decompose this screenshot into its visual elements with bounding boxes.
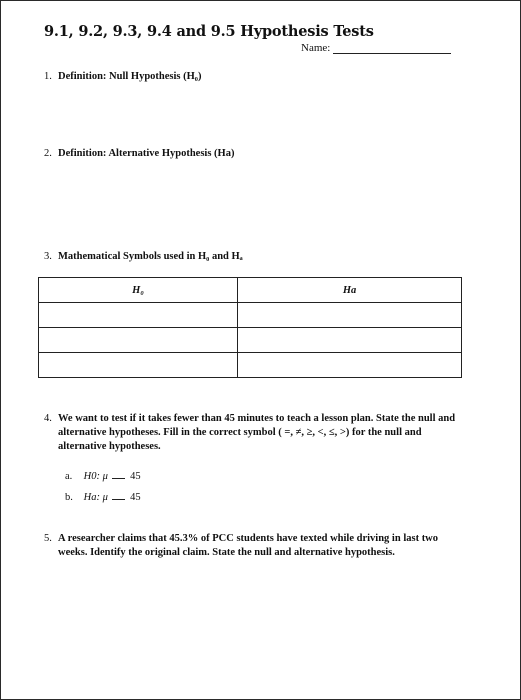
page-title: 9.1, 9.2, 9.3, 9.4 and 9.5 Hypothesis Tests (44, 23, 374, 40)
symbol-blank[interactable] (112, 469, 125, 479)
question-text: A researcher claims that 45.3% of PCC students have texted while driving in last two weeks. Identify the original claim. State the null and alternative hypothesis. (58, 533, 439, 558)
name-label: Name: (301, 42, 331, 54)
table-cell[interactable] (39, 353, 238, 378)
question-2 (44, 147, 234, 161)
question-number: 5. (44, 533, 52, 544)
question-number: 1. (44, 71, 52, 82)
table-cell[interactable] (39, 303, 238, 328)
sub-item-letter: b. (65, 492, 73, 503)
table-cell[interactable] (39, 328, 238, 353)
question-3 (44, 250, 243, 264)
sub-item-letter: a. (65, 471, 73, 482)
table-cell[interactable] (238, 353, 462, 378)
question-text: Mathematical Symbols used in H₀ and Hₐ (58, 251, 243, 262)
question-text: Definition: Alternative Hypothesis (Ha) (58, 148, 235, 159)
sub-item-a (65, 469, 141, 482)
sub-item-b (65, 490, 141, 503)
hypothesis-label: Ha: μ (83, 492, 108, 503)
table-header-ha: Ha (238, 278, 462, 303)
table-header-h0: H₀ (39, 278, 238, 303)
table-row (39, 303, 462, 328)
table-cell[interactable] (238, 328, 462, 353)
name-field[interactable] (301, 42, 451, 54)
question-text: Definition: Null Hypothesis (H₀) (58, 71, 202, 82)
table-cell[interactable] (238, 303, 462, 328)
hypothesis-label: H0: μ (83, 471, 108, 482)
question-number: 2. (44, 148, 52, 159)
hypothesis-value: 45 (130, 492, 141, 503)
table-header-row (39, 278, 462, 303)
question-number: 3. (44, 251, 52, 262)
question-1 (44, 70, 201, 84)
question-number: 4. (44, 413, 52, 424)
question-4 (44, 412, 464, 454)
hypothesis-value: 45 (130, 471, 141, 482)
table-row (39, 328, 462, 353)
symbol-blank[interactable] (112, 490, 125, 500)
symbols-table (38, 277, 462, 378)
name-blank-line[interactable] (333, 45, 451, 54)
question-5 (44, 532, 464, 560)
question-text: We want to test if it takes fewer than 45 minutes to teach a lesson plan. State the null and alternative hypotheses. Fill in the correct symbol ( =, ≠, ≥, <, ≤, >) for the null and alternative hypotheses. (58, 413, 456, 452)
table-row (39, 353, 462, 378)
